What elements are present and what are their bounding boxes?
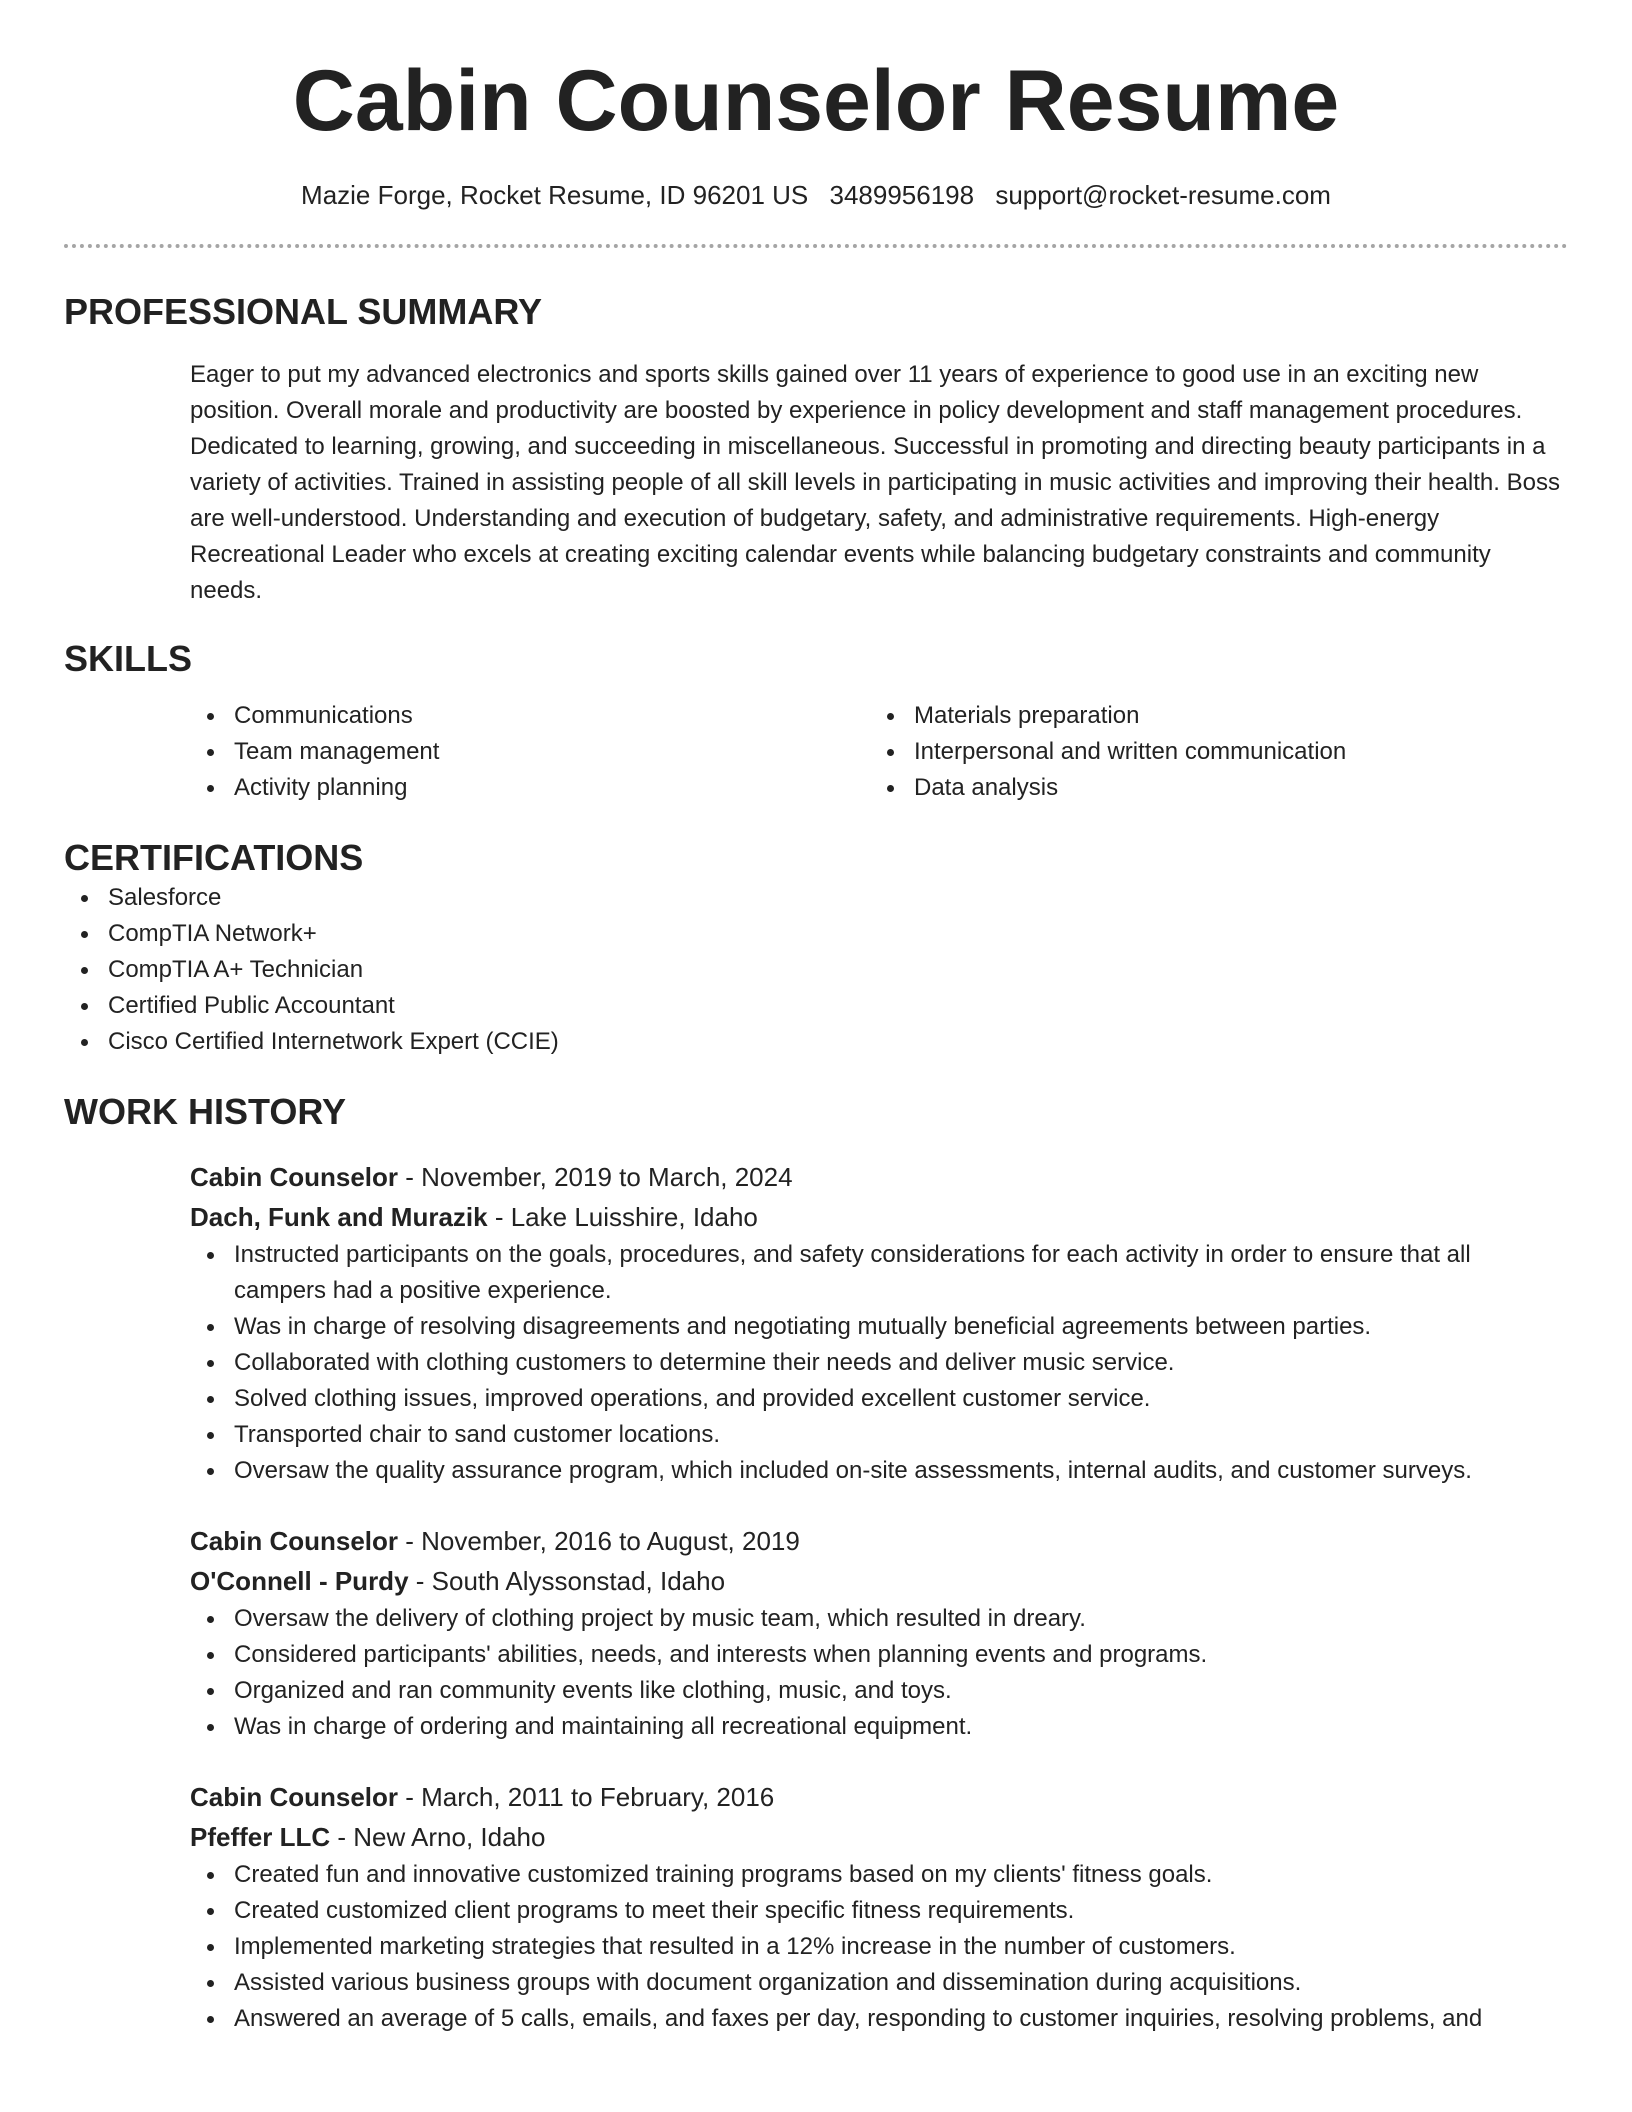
job-title-line — [190, 1777, 1568, 1817]
job-duty: Oversaw the quality assurance program, which included on-site assessments, internal audits, and customer surveys. — [190, 1453, 1568, 1489]
skill-item: Data analysis — [870, 770, 1550, 806]
job-company-line — [190, 1561, 1568, 1601]
skill-item: Interpersonal and written communication — [870, 734, 1550, 770]
job-duty: Answered an average of 5 calls, emails, and faxes per day, responding to customer inquiries, resolving problems, and — [190, 2001, 1568, 2037]
job-title-line — [190, 1157, 1568, 1197]
job-duties-list — [190, 1237, 1568, 1489]
job-duty: Created customized client programs to meet their specific fitness requirements. — [190, 1893, 1568, 1929]
header-divider — [64, 244, 1568, 248]
job-duty: Collaborated with clothing customers to determine their needs and deliver music service. — [190, 1345, 1568, 1381]
job-duty: Oversaw the delivery of clothing project by music team, which resulted in dreary. — [190, 1601, 1568, 1637]
work-history-section — [64, 1090, 1568, 2037]
job-duty: Considered participants' abilities, needs, and interests when planning events and programs. — [190, 1637, 1568, 1673]
certification-item: Certified Public Accountant — [64, 988, 1568, 1024]
job-duty: Was in charge of resolving disagreements and negotiating mutually beneficial agreements between parties. — [190, 1309, 1568, 1345]
job-entry — [190, 1521, 1568, 1745]
certification-item: CompTIA Network+ — [64, 916, 1568, 952]
skills-column-2 — [870, 698, 1550, 806]
contact-address: Mazie Forge, Rocket Resume, ID 96201 US — [301, 180, 809, 210]
skill-item: Materials preparation — [870, 698, 1550, 734]
job-duties-list — [190, 1857, 1568, 2037]
skill-item: Communications — [190, 698, 870, 734]
job-company: Pfeffer LLC — [190, 1822, 331, 1852]
contact-phone: 3489956198 — [829, 180, 975, 210]
job-title-line — [190, 1521, 1568, 1561]
job-duty: Was in charge of ordering and maintaining all recreational equipment. — [190, 1709, 1568, 1745]
summary-text: Eager to put my advanced electronics and sports skills gained over 11 years of experience to good use in an exciting new position. Overall morale and productivity are boosted by experience in policy development and staff management procedures. Dedicated to learning, growing, and succeeding in miscellaneous. Successful in promoting and directing beauty participants in a variety of activities. Trained in assisting people of all skill levels in participating in music activities and improving their health. Boss are well-understood. Understanding and execution of budgetary, safety, and administrative requirements. High-energy Recreational Leader who excels at creating exciting calendar events while balancing budgetary constraints and community needs. — [190, 361, 1560, 604]
certification-item: Salesforce — [64, 880, 1568, 916]
skill-item: Activity planning — [190, 770, 870, 806]
job-dates: - November, 2019 to March, 2024 — [398, 1162, 793, 1192]
job-company: Dach, Funk and Murazik — [190, 1202, 488, 1232]
job-duty: Implemented marketing strategies that resulted in a 12% increase in the number of customers. — [190, 1929, 1568, 1965]
certifications-heading: CERTIFICATIONS — [64, 837, 364, 878]
skills-section — [64, 637, 1568, 806]
certification-item: CompTIA A+ Technician — [64, 952, 1568, 988]
summary-heading: PROFESSIONAL SUMMARY — [64, 291, 543, 332]
certification-item: Cisco Certified Internetwork Expert (CCIE) — [64, 1024, 1568, 1060]
job-company-line — [190, 1197, 1568, 1237]
certifications-section — [64, 836, 1568, 1060]
job-duty: Solved clothing issues, improved operations, and provided excellent customer service. — [190, 1381, 1568, 1417]
resume-title: Cabin Counselor Resume — [292, 53, 1340, 149]
skills-heading: SKILLS — [64, 638, 193, 679]
job-duty: Organized and ran community events like clothing, music, and toys. — [190, 1673, 1568, 1709]
contact-line — [64, 178, 1568, 212]
job-duties-list — [190, 1601, 1568, 1745]
job-duty: Instructed participants on the goals, procedures, and safety considerations for each activity in order to ensure that all campers had a positive experience. — [190, 1237, 1568, 1309]
skills-grid — [190, 698, 1568, 806]
job-title: Cabin Counselor — [190, 1162, 399, 1192]
resume-page — [64, 0, 1568, 2037]
job-duty: Assisted various business groups with document organization and dissemination during acquisitions. — [190, 1965, 1568, 2001]
job-duty: Transported chair to sand customer locations. — [190, 1417, 1568, 1453]
skills-column-1 — [190, 698, 870, 806]
job-location: - South Alyssonstad, Idaho — [408, 1566, 726, 1596]
job-location: - Lake Luisshire, Idaho — [487, 1202, 758, 1232]
job-title: Cabin Counselor — [190, 1526, 399, 1556]
contact-email: support@rocket-resume.com — [995, 180, 1331, 210]
job-dates: - March, 2011 to February, 2016 — [398, 1782, 775, 1812]
summary-section — [64, 290, 1568, 609]
job-title: Cabin Counselor — [190, 1782, 399, 1812]
job-duty: Created fun and innovative customized training programs based on my clients' fitness goals. — [190, 1857, 1568, 1893]
job-company-line — [190, 1817, 1568, 1857]
job-entry — [190, 1777, 1568, 2037]
skill-item: Team management — [190, 734, 870, 770]
work-history-heading: WORK HISTORY — [64, 1091, 347, 1132]
job-company: O'Connell - Purdy — [190, 1566, 409, 1596]
job-location: - New Arno, Idaho — [330, 1822, 546, 1852]
job-dates: - November, 2016 to August, 2019 — [398, 1526, 800, 1556]
certifications-list — [64, 880, 1568, 1060]
job-entry — [190, 1157, 1568, 1489]
